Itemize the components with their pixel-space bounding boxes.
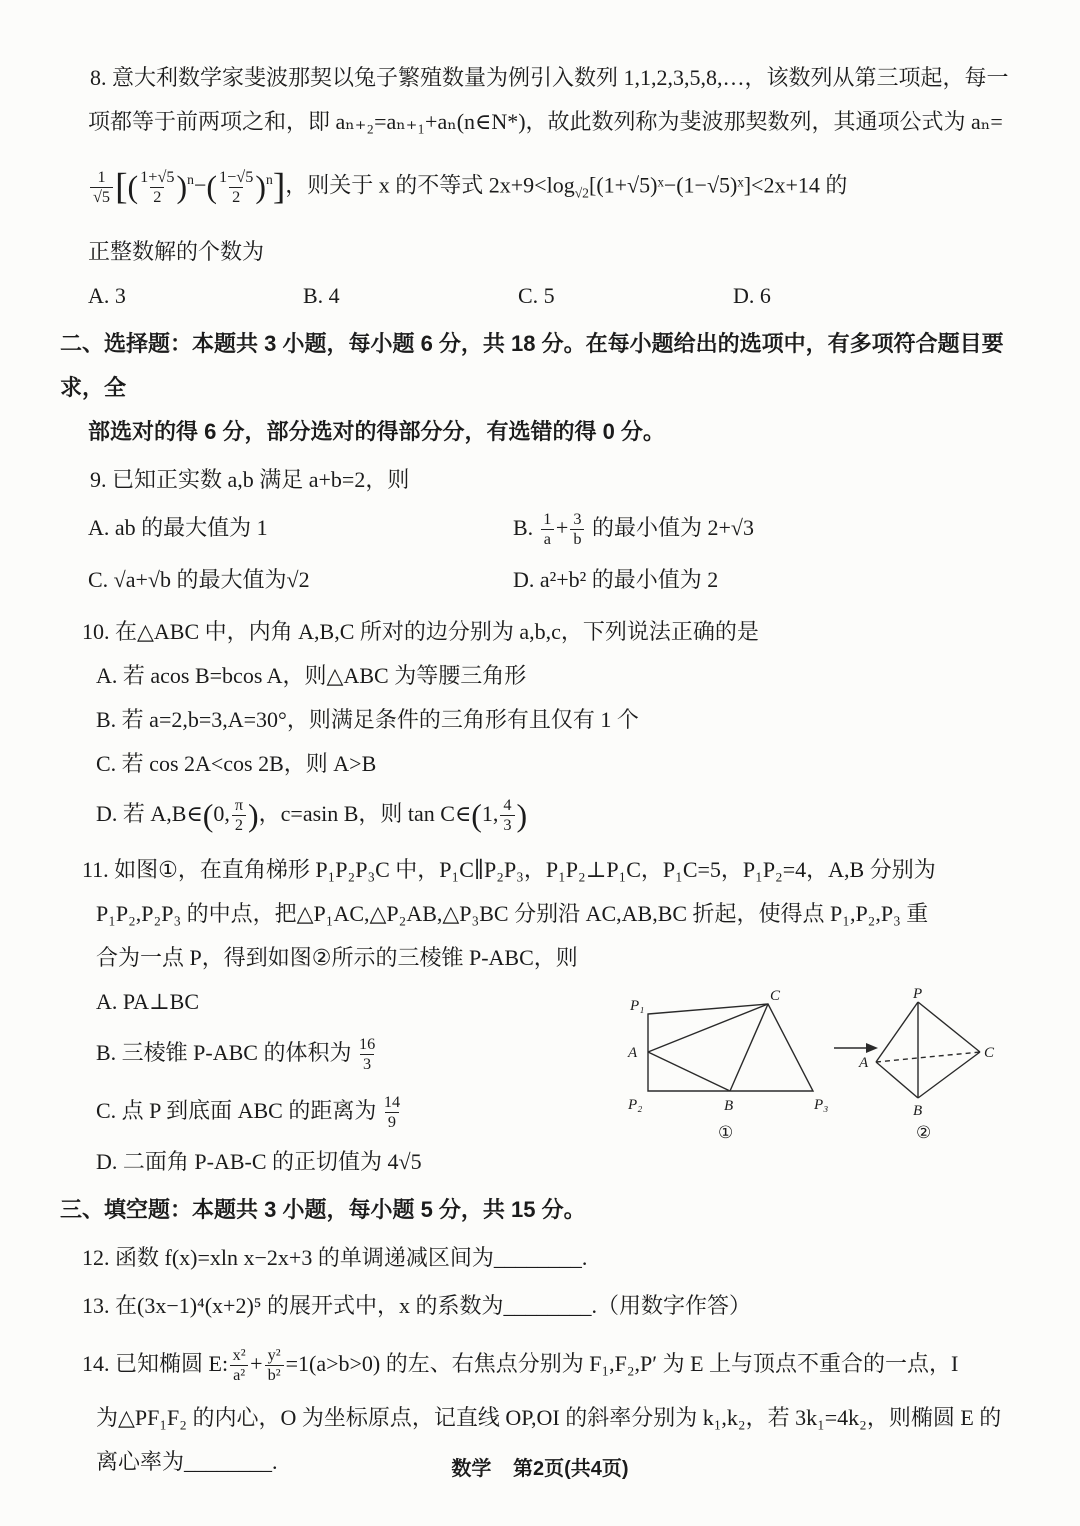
figure-trapezoid (648, 1004, 813, 1091)
q10-option-d: D. 若 A,B∈(0, $\frac{\pi}{2}$ )，c=asin B，则 tan C∈(1, $\frac{4}{3}$ ) (96, 795, 528, 835)
section-3-header (60, 1188, 1014, 1232)
q9-option-b: B. $\frac{1}{a}$ + $\frac{3}{b}$ 的最小值为 2+√3 (513, 509, 754, 549)
figure-tetrahedron (876, 1002, 980, 1098)
edge-pa (876, 1002, 918, 1062)
vertex-label-c1: C (770, 987, 781, 1004)
vertex-label-a2: A (859, 1054, 869, 1071)
exponent-n: n (266, 172, 273, 187)
question-10 (60, 610, 1014, 844)
vertex-label-p: P (913, 985, 923, 1002)
edge-ac-dashed (876, 1052, 980, 1062)
edge-ab (876, 1062, 918, 1098)
question-11 (60, 848, 1014, 1184)
vertex-label-b1: B (724, 1097, 734, 1114)
vertex-label-p2: P₂ (628, 1096, 643, 1113)
q8-option-a: A. 3 (88, 282, 126, 308)
q8-option-d: D. 6 (733, 282, 771, 308)
q11-option-c: C. 点 P 到底面 ABC 的距离为 $\frac{14}{9}$ (96, 1092, 401, 1132)
left-paren: ( (127, 169, 139, 205)
q8-line-4: 正整数解的个数为 (88, 238, 265, 264)
fraction-conjugate: $\frac{1-√5}{2}$ (219, 167, 254, 206)
q8-line-2: 项都等于前两项之和，即 aₙ₊₂=aₙ₊₁+aₙ(n∈N*)，故此数列称为斐波那契数列，其通项公式为 aₙ= (88, 109, 1003, 134)
vertex-label-a1: A (628, 1044, 638, 1061)
q10-option-b: B. 若 a=2,b=3,A=30°，则满足条件的三角形有且仅有 1 个 (96, 706, 639, 732)
arrow-icon (834, 1043, 878, 1053)
fraction-golden: $\frac{1+√5}{2}$ (140, 167, 175, 206)
q8-formula-line (88, 144, 1014, 230)
q8-line-1: 8. 意大利数学家斐波那契以兔子繁殖数量为例引入数列 1,1,2,3,5,8,…，该数列从第三项起，每一 (90, 65, 1009, 90)
section-2-line-1: 二、选择题：本题共 3 小题，每小题 6 分，共 18 分。在每小题给出的选项中，有多项符合题目要求，全 (60, 330, 1004, 400)
q11-line-1: 11. 如图①，在直角梯形 P₁P₂P₃C 中，P₁C∥P₂P₃，P₁P₂⊥P₁C，P₁C=5，P₁P₂=4，A,B 分别为 (82, 856, 936, 882)
edge-pc (918, 1002, 980, 1052)
edge-bc (918, 1052, 980, 1098)
right-bracket: ] (272, 166, 286, 208)
fold-line-ab (648, 1052, 730, 1091)
q10-option-c: C. 若 cos 2A<cos 2B，则 A>B (96, 750, 377, 776)
q14-line-3: 离心率为________. (96, 1448, 278, 1474)
fraction-3-over-b: $\frac{3}{b}$ (570, 510, 584, 548)
q11-figure-svg (618, 986, 1008, 1146)
q14-line-1: 14. 已知椭圆 E: $\frac{\text{x²}}{\text{a²}}$ + $\frac{\text{y²}}{\text{b²}}$ =1(a>b>0) 的左、右焦点分别为 F₁,F₂,P′ 为 E 上与顶点不重合的一点，I (82, 1345, 959, 1385)
q10-option-a: A. 若 acos B=bcos A，则△ABC 为等腰三角形 (96, 662, 527, 688)
section-2-header (60, 322, 1014, 454)
minus-sign: − (193, 172, 207, 198)
q11-options-and-figures (60, 980, 1014, 1184)
q11-option-d: D. 二面角 P-AB-C 的正切值为 4√5 (96, 1148, 422, 1174)
fraction-pi-over-2: $\frac{\pi}{2}$ (232, 796, 246, 834)
q11-option-b: B. 三棱锥 P-ABC 的体积为 $\frac{16}{3}$ (96, 1034, 376, 1074)
vertex-label-c2: C (984, 1044, 995, 1061)
q9-option-a: A. ab 的最大值为 1 (88, 514, 268, 540)
fraction-14-over-9: $\frac{14}{9}$ (383, 1092, 401, 1132)
vertex-label-p1: P₁ (630, 997, 645, 1014)
q11-option-a: A. PA⊥BC (96, 988, 200, 1014)
fraction-1-over-a: $\frac{1}{a}$ (541, 510, 554, 548)
q8-inequality-text: ，则关于 x 的不等式 2x+9<log (285, 172, 575, 198)
question-13: 13. 在(3x−1)⁴(x+2)⁵ 的展开式中，x 的系数为________.（用数字作答） (82, 1292, 751, 1318)
question-12: 12. 函数 f(x)=xln x−2x+3 的单调递减区间为________. (82, 1244, 588, 1270)
q11-line-3: 合为一点 P，得到如图②所示的三棱锥 P-ABC，则 (96, 944, 578, 970)
fraction-4-over-3: $\frac{4}{3}$ (500, 796, 514, 834)
fraction-y2-over-b2: $\frac{\text{y²}}{\text{b²}}$ (265, 1346, 284, 1384)
q9-option-d: D. a²+b² 的最小值为 2 (513, 566, 719, 592)
q8-option-c: C. 5 (518, 282, 555, 308)
q9-stem: 9. 已知正实数 a,b 满足 a+b=2，则 (90, 466, 410, 492)
exponent-n: n (187, 172, 194, 187)
page-footer (0, 1452, 1080, 1481)
right-paren: ) (255, 169, 266, 205)
fraction-1-over-sqrt5: $\frac{1}{√5}$ (90, 168, 113, 206)
figure-1-caption: ① (718, 1122, 734, 1142)
vertex-label-p3: P₃ (814, 1096, 829, 1113)
q8-options (88, 274, 1014, 318)
q11-figures (618, 986, 1008, 1152)
footer-page-number: 第2页(共4页) (512, 1458, 629, 1480)
section-3-title: 三、填空题：本题共 3 小题，每小题 5 分，共 15 分。 (60, 1196, 586, 1222)
question-8 (60, 56, 1014, 318)
q14-line-2: 为△PF₁F₂ 的内心，O 为坐标原点，记直线 OP,OI 的斜率分别为 k₁,k₂，若 3k₁=4k₂，则椭圆 E 的 (96, 1404, 1002, 1430)
q11-line-2: P₁P₂,P₂P₃ 的中点，把△P₁AC,△P₂AB,△P₃BC 分别沿 AC,AB,BC 折起，使得点 P₁,P₂,P₃ 重 (96, 900, 929, 926)
figure-2-caption: ② (916, 1122, 932, 1142)
right-paren: ) (176, 169, 188, 205)
q10-stem: 10. 在△ABC 中，内角 A,B,C 所对的边分别为 a,b,c，下列说法正确的是 (82, 618, 759, 644)
footer-subject: 数学 (451, 1458, 492, 1480)
log-base: √2 (574, 185, 589, 201)
question-9 (60, 458, 1014, 606)
left-bracket: [ (115, 166, 128, 208)
q9-option-c: C. √a+√b 的最大值为√2 (88, 566, 310, 592)
q8-inequality-text-2: [(1+√5)ˣ−(1−√5)ˣ]<2x+14 的 (589, 172, 848, 198)
q8-option-b: B. 4 (303, 282, 340, 308)
trapezoid-outline (648, 1004, 813, 1091)
fraction-x2-over-a2: $\frac{\text{x²}}{\text{a²}}$ (230, 1346, 248, 1384)
q9-options (88, 502, 1014, 606)
fraction-16-over-3: $\frac{16}{3}$ (358, 1034, 376, 1074)
left-paren: ( (206, 169, 217, 205)
vertex-label-b2: B (913, 1102, 923, 1119)
section-2-line-2: 部选对的得 6 分，部分选对的得部分分，有选错的得 0 分。 (88, 418, 665, 444)
